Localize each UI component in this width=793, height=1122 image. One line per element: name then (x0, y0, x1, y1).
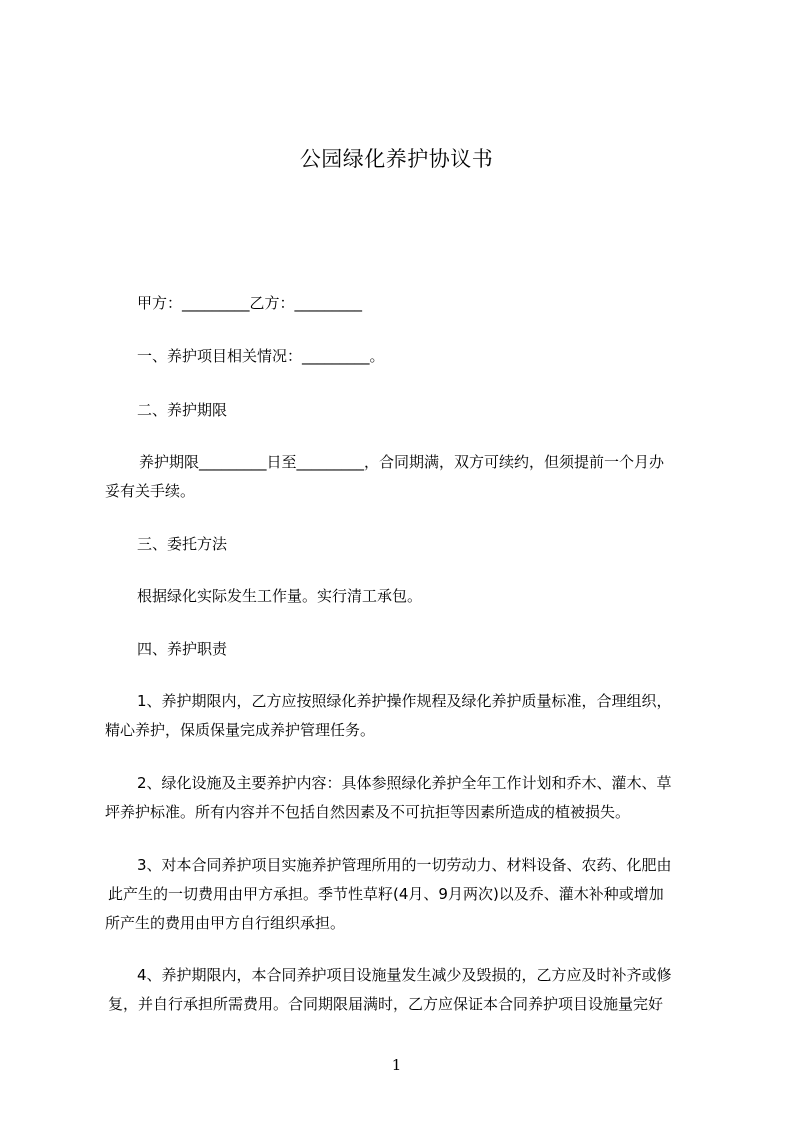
item-2-line-1: 2、绿化设施及主要养护内容：具体参照绿化养护全年工作计划和乔木、灌木、草 (137, 774, 672, 792)
page-number: 1 (391, 1056, 402, 1074)
section-3-paragraph: 根据绿化实际发生工作量。实行清工承包。 (137, 587, 423, 605)
party-b-label: 乙方： (249, 294, 295, 312)
section-2-heading: 二、养护期限 (137, 401, 228, 419)
section-2-paragraph-line-1 (139, 451, 664, 472)
parties-line (137, 292, 362, 313)
term-renewal-text: ，合同期满，双方可续约，但须提前一个月办 (364, 453, 665, 471)
item-2-line-2: 坪养护标准。所有内容并不包括自然因素及不可抗拒等因素所造成的植被损失。 (105, 803, 631, 821)
section-1-blank: _________ (302, 347, 370, 365)
section-4-heading: 四、养护职责 (137, 640, 228, 658)
party-b-blank: _________ (294, 294, 363, 312)
section-2-paragraph-line-2: 妥有关手续。 (105, 482, 196, 500)
item-1-line-2: 精心养护，保质保量完成养护管理任务。 (105, 721, 376, 739)
item-3-line-3: 所产生的费用由甲方自行组织承担。 (105, 914, 346, 932)
item-3-line-2: 此产生的一切费用由甲方承担。季节性草籽(4月、9月两次)以及乔、灌木补种或增加 (108, 885, 664, 903)
page-title: 公园绿化养护协议书 (299, 147, 494, 171)
term-end-blank: _________ (296, 453, 365, 471)
party-a-label: 甲方： (137, 294, 183, 312)
section-3-heading: 三、委托方法 (137, 535, 228, 553)
term-to-label: 日至 (266, 453, 297, 471)
item-4-line-1: 4、养护期限内，本合同养护项目设施量发生减少及毁损的，乙方应及时补齐或修 (137, 966, 672, 984)
section-1-label: 一、养护项目相关情况： (137, 347, 303, 365)
item-3-line-1: 3、对本合同养护项目实施养护管理所用的一切劳动力、材料设备、农药、化肥由 (137, 856, 672, 874)
section-1-end: 。 (369, 347, 385, 365)
term-label: 养护期限 (139, 453, 200, 471)
item-4-line-2: 复，并自行承担所需费用。合同期限届满时，乙方应保证本合同养护项目设施量完好 (108, 995, 664, 1013)
party-a-blank: _________ (182, 294, 250, 312)
section-1-line (137, 345, 385, 366)
item-1-line-1: 1、养护期限内，乙方应按照绿化养护操作规程及绿化养护质量标准，合理组织， (137, 692, 672, 710)
term-start-blank: _________ (199, 453, 267, 471)
